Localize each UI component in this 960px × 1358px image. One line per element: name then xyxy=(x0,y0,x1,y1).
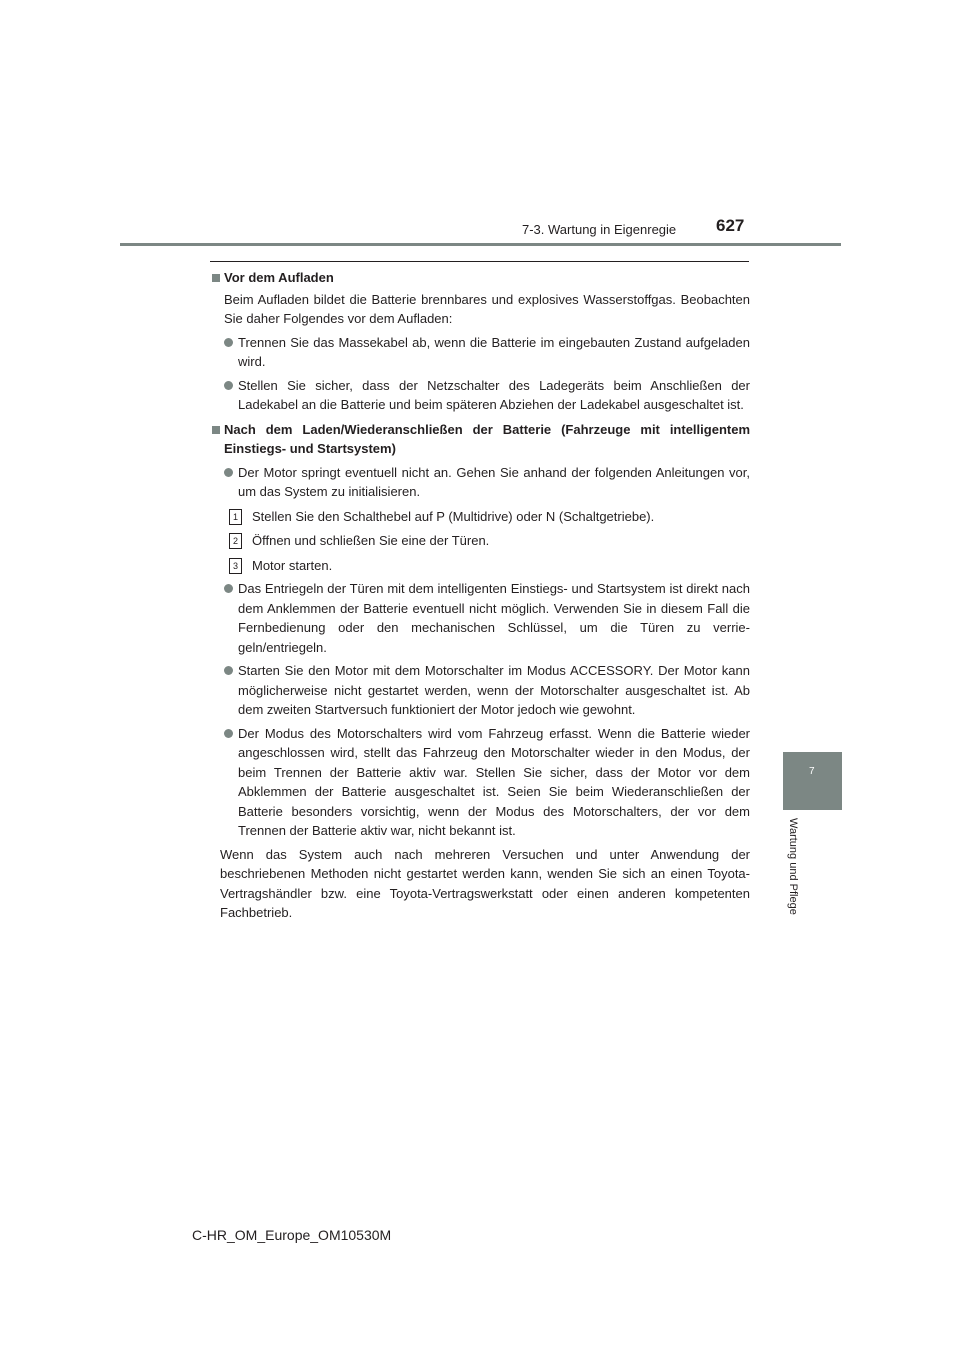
section-heading: Nach dem Laden/Wiederanschließen der Batterie (Fahrzeuge mit intelligentem Einstiegs- und Startsystem) xyxy=(210,420,750,459)
list-item: Der Motor springt eventuell nicht an. Gehen Sie anhand der folgenden Anleitungen vor, um das System zu initialisieren. xyxy=(210,463,750,502)
step-item: 2 Öffnen und schließen Sie eine der Türen. xyxy=(210,531,750,551)
step-item: 1 Stellen Sie den Schalthebel auf P (Multidrive) oder N (Schaltgetriebe). xyxy=(210,507,750,527)
step-number-box: 3 xyxy=(229,558,242,574)
chapter-label xyxy=(780,818,810,936)
document-code: C-HR_OM_Europe_OM10530M xyxy=(192,1227,392,1243)
list-item: Stellen Sie sicher, dass der Netzschalter des Ladegeräts beim Anschließen der Ladekabel an die Batterie und beim späteren Abziehen der Ladekabel ausgeschaltet ist. xyxy=(210,376,750,415)
list-item: Starten Sie den Motor mit dem Motorschalter im Modus ACCESSORY. Der Motor kann möglicherweise nicht gestartet werden, wenn der Motorschalter ausgeschaltet ist. Ab dem zweiten Startversuch funktioniert der Motor jedoch wie gewohnt. xyxy=(210,661,750,720)
chapter-number: 7 xyxy=(809,766,815,777)
closing-paragraph: Wenn das System auch nach mehreren Versuchen und unter Anwendung der beschriebenen Methoden nicht gestartet werden kann, wenden Sie sich an einen Toyota-Vertragshändler bzw. eine Toyota-Vertragswerkstatt oder einen anderen kompetenten Fachbetrieb. xyxy=(220,846,750,920)
circle-bullet-icon xyxy=(224,666,233,675)
square-bullet-icon xyxy=(212,426,220,434)
list-item: Das Entriegeln der Türen mit dem intelligenten Einstiegs- und Startsystem ist direkt nach dem Anklemmen der Batterie eventuell nicht möglich. Verwenden Sie in diesem Fall die Fernbedienung oder den mechanischen Schlüssel, um die Türen zu verriegeln/entriegeln. xyxy=(210,579,750,657)
main-content xyxy=(210,266,750,923)
header-section-title: 7-3. Wartung in Eigenregie xyxy=(522,222,677,237)
step-number-box: 1 xyxy=(229,509,242,525)
list-item: Der Modus des Motorschalters wird vom Fahrzeug erfasst. Wenn die Batterie wieder angeschlossen wird, stellt das Fahrzeug den Motorschalter wieder in den Modus, der beim Trennen der Batterie aktiv war. Stellen Sie sicher, dass der Motor vor dem Abklemmen der Batterie ausgeschaltet ist. Seien Sie beim Wiederanschließen der Batterie besonders vorsichtig, wenn der Modus des Motorschalters, der vor dem Trennen der Batterie aktiv war, nicht bekannt ist. xyxy=(210,724,750,841)
circle-bullet-icon xyxy=(224,468,233,477)
header-divider xyxy=(120,243,841,246)
step-item: 3 Motor starten. xyxy=(210,556,750,576)
section-heading: Vor dem Aufladen xyxy=(210,268,750,288)
page-number: 627 xyxy=(716,216,745,235)
circle-bullet-icon xyxy=(224,584,233,593)
circle-bullet-icon xyxy=(224,338,233,347)
circle-bullet-icon xyxy=(224,381,233,390)
chapter-tab xyxy=(783,752,842,810)
square-bullet-icon xyxy=(212,274,220,282)
section-intro: Beim Aufladen bildet die Batterie brennbares und explosives Wasserstoffgas. Beobachten Sie daher Folgendes vor dem Aufladen: xyxy=(224,291,750,326)
step-number-box: 2 xyxy=(229,533,242,549)
list-item: Trennen Sie das Massekabel ab, wenn die Batterie im eingebauten Zustand aufgeladen wird. xyxy=(210,333,750,372)
content-top-rule xyxy=(210,261,749,262)
circle-bullet-icon xyxy=(224,729,233,738)
chapter-label-text: Wartung und Pflege xyxy=(787,818,799,915)
